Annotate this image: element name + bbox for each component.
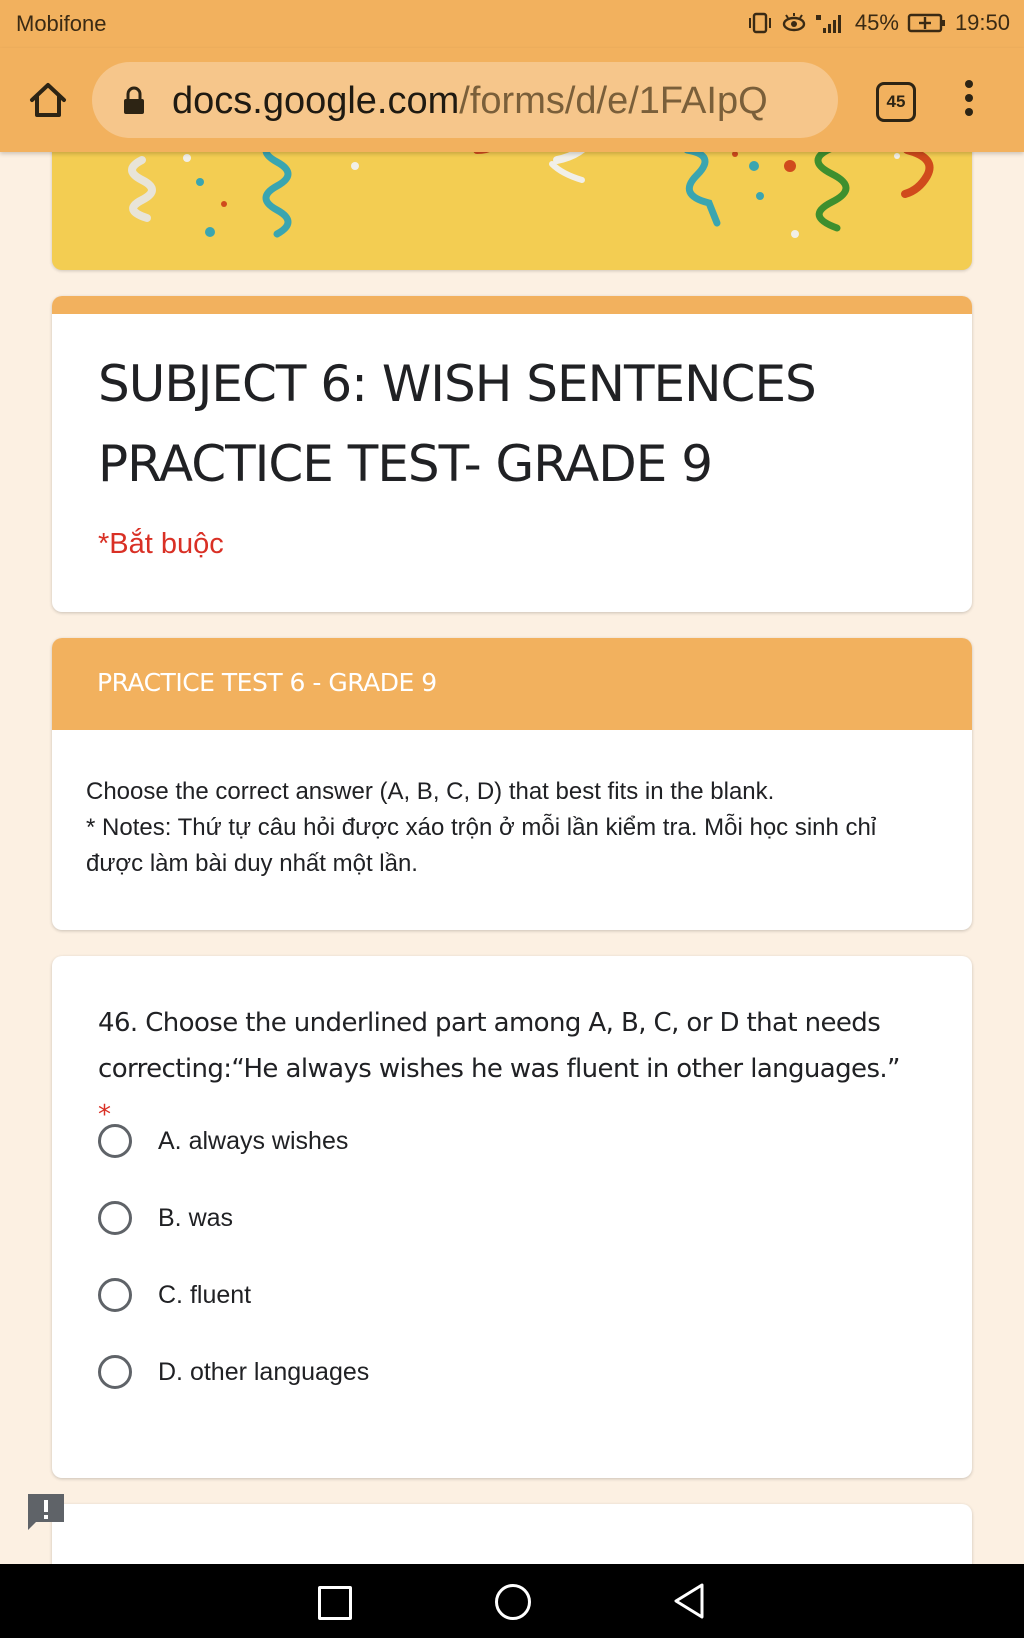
form-title: SUBJECT 6: WISH SENTENCES PRACTICE TEST- GRADE 9 xyxy=(98,355,816,493)
signal-icon xyxy=(815,12,847,34)
section-header xyxy=(52,638,972,730)
carrier-name: Mobifone xyxy=(16,11,107,36)
radio-button[interactable] xyxy=(98,1201,132,1235)
form-title-card xyxy=(52,296,972,612)
option-label: C. fluent xyxy=(158,1280,252,1309)
option-c[interactable] xyxy=(98,1270,251,1320)
option-a[interactable] xyxy=(98,1116,348,1166)
battery-charging-icon xyxy=(907,12,947,34)
description-line-1: Choose the correct answer (A, B, C, D) that best fits in the blank. xyxy=(86,778,775,805)
more-vert-icon[interactable] xyxy=(956,76,982,122)
home-icon[interactable] xyxy=(26,78,70,122)
url-text xyxy=(172,80,768,123)
description-line-2: * Notes: Thứ tự câu hỏi được xáo trộn ở mỗi lần kiểm tra. Mỗi học sinh chỉ được làm bài duy nhất một lần. xyxy=(86,814,877,877)
radio-button[interactable] xyxy=(98,1355,132,1389)
lock-icon xyxy=(122,86,146,116)
required-star: * xyxy=(98,1100,111,1130)
eye-comfort-icon xyxy=(781,12,807,34)
system-nav-bar xyxy=(0,1564,1024,1638)
feedback-icon[interactable] xyxy=(26,1492,66,1532)
radio-button[interactable] xyxy=(98,1278,132,1312)
status-bar xyxy=(0,0,1024,48)
required-note: *Bắt buộc xyxy=(98,528,224,560)
section-description xyxy=(86,774,936,882)
question-card xyxy=(52,956,972,1478)
tab-count: 45 xyxy=(886,92,906,111)
browser-toolbar xyxy=(0,48,1024,152)
tabs-icon[interactable] xyxy=(876,82,916,122)
recent-apps-icon[interactable] xyxy=(318,1586,352,1620)
nav-home-icon[interactable] xyxy=(495,1584,531,1620)
back-icon[interactable] xyxy=(672,1582,706,1620)
battery-percent: 45% xyxy=(854,10,899,35)
status-icons xyxy=(747,10,1010,36)
title-accent-bar xyxy=(52,296,972,314)
vibrate-icon xyxy=(747,12,773,34)
option-label: B. was xyxy=(158,1203,234,1232)
option-label: A. always wishes xyxy=(158,1126,349,1155)
address-bar[interactable] xyxy=(92,62,838,138)
radio-button[interactable] xyxy=(98,1124,132,1158)
url-domain: docs.google.com xyxy=(172,80,460,122)
clock: 19:50 xyxy=(954,10,1010,35)
option-label: D. other languages xyxy=(158,1357,370,1386)
url-path: /forms/d/e/1FAIpQ xyxy=(459,80,768,122)
option-b[interactable] xyxy=(98,1193,233,1243)
section-card xyxy=(52,638,972,930)
option-d[interactable] xyxy=(98,1347,369,1397)
question-label: 46. Choose the underlined part among A, B, C, or D that needs correcting:“He always wishes he was fluent in other languages.” xyxy=(98,1008,900,1084)
section-title: PRACTICE TEST 6 - GRADE 9 xyxy=(97,668,437,697)
